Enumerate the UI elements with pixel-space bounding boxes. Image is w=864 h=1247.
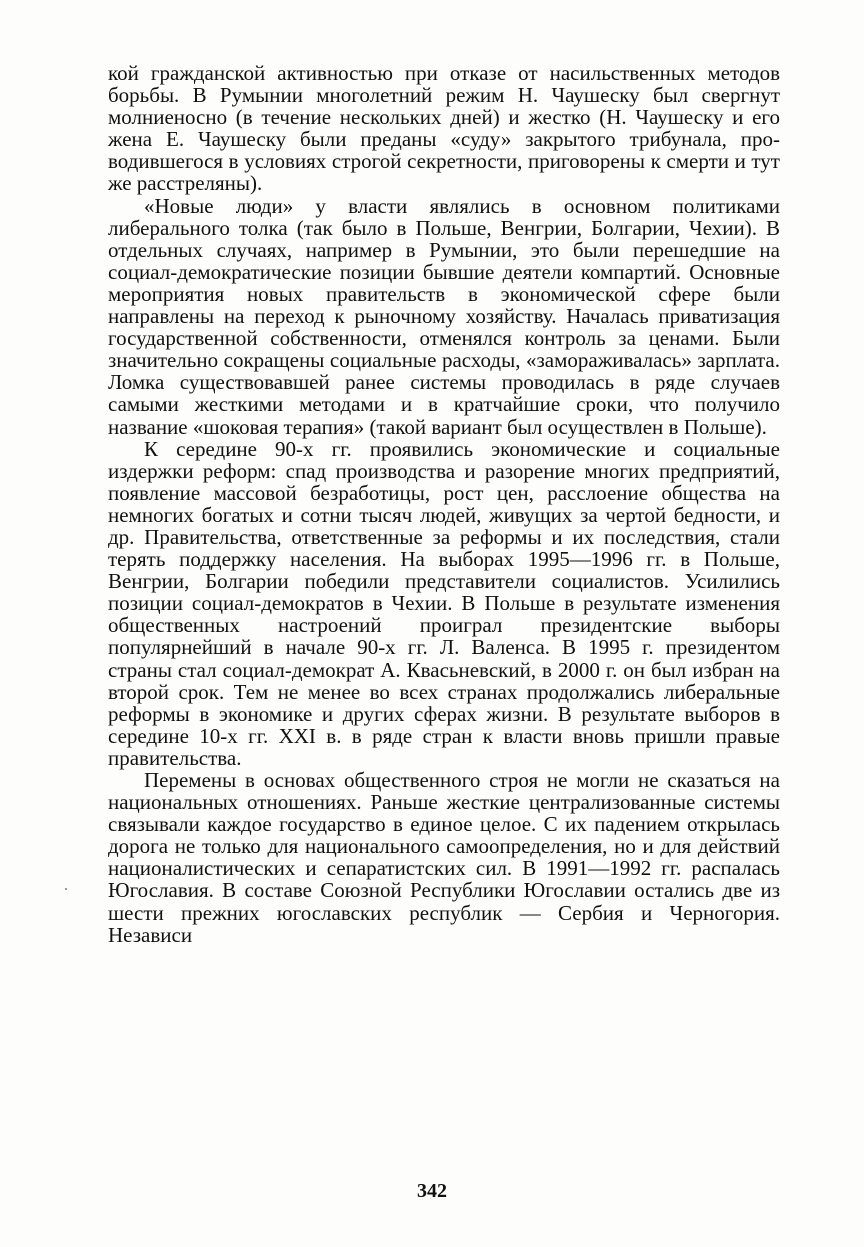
paragraph-national-relations: Перемены в основах общественного строя не могли не сказаться на национальных отношениях. Раньше жесткие централизованные системы связывали каждое государство в единое целое. С их падением открылась дорога не только для национального самоопределения, но и для действий националистических и сепаратистских сил. В 1991—1992 гг. распалась Югославия. В составе Союзной Республики Югославии остались две из шести прежних югославских республик — Сербия и Черногория. Независи <box>108 768 780 947</box>
paragraph-continuation: кой гражданской активностью при отказе от насильственных методов борьбы. В Румынии многолетний режим Н. Чаушеску был свергнут молниеносно (в течение нескольких дней) и жестко (Н. Чаушеску и его жена Е. Чаушеску были преданы «суду» закрытого трибунала, проводившегося в условиях строгой секретности, приговорены к смерти и тут же расстреляны). <box>108 61 780 196</box>
paragraph-new-people: «Новые люди» у власти являлись в основном политиками либерального толка (так было в Польше, Венгрии, Болгарии, Чехии). В отдельных случаях, например в Румынии, это были перешедшие на социал-демократические позиции бывшие деятели компартий. Основные мероприятия новых правительств в экономической сфере были направлены на переход к рыночному хозяйству. Началась приватизация государственной собственности, отменялся контроль за ценами. Были значительно сокращены социальные расходы, «замораживалась» зарплата. Ломка существовавшей ранее системы проводилась в ряде случаев самыми жесткими методами и в кратчайшие сроки, что получило название «шоковая терапия» (такой вариант был осуществлен в Польше). <box>108 193 780 439</box>
scan-speck <box>65 888 67 890</box>
body-text <box>108 62 780 946</box>
page-number: 342 <box>417 1180 447 1202</box>
paragraph-reform-costs: К середине 90-х гг. проявились экономические и социальные издержки реформ: спад производства и разорение многих предприятий, появление массовой безработицы, рост цен, расслоение общества на немногих богатых и сотни тысяч людей, живущих за чертой бедности, и др. Правительства, ответственные за реформы и их последствия, стали терять поддержку населения. На выборах 1995—1996 гг. в Польше, Венгрии, Болгарии победили представители социалистов. Усилились позиции социал-демократов в Чехии. В Польше в результате изменения общественных настроений проиграл президентские выборы популярнейший в начале 90-х гг. Л. Валенса. В 1995 г. президентом страны стал социал-демократ А. Квасьневский, в 2000 г. он был избран на второй срок. Тем не менее во всех странах продолжались либеральные реформы в экономике и других сферах жизни. В результате выборов в середине 10-х гг. XXI в. в ряде стран к власти вновь пришли правые правительства. <box>108 436 780 770</box>
